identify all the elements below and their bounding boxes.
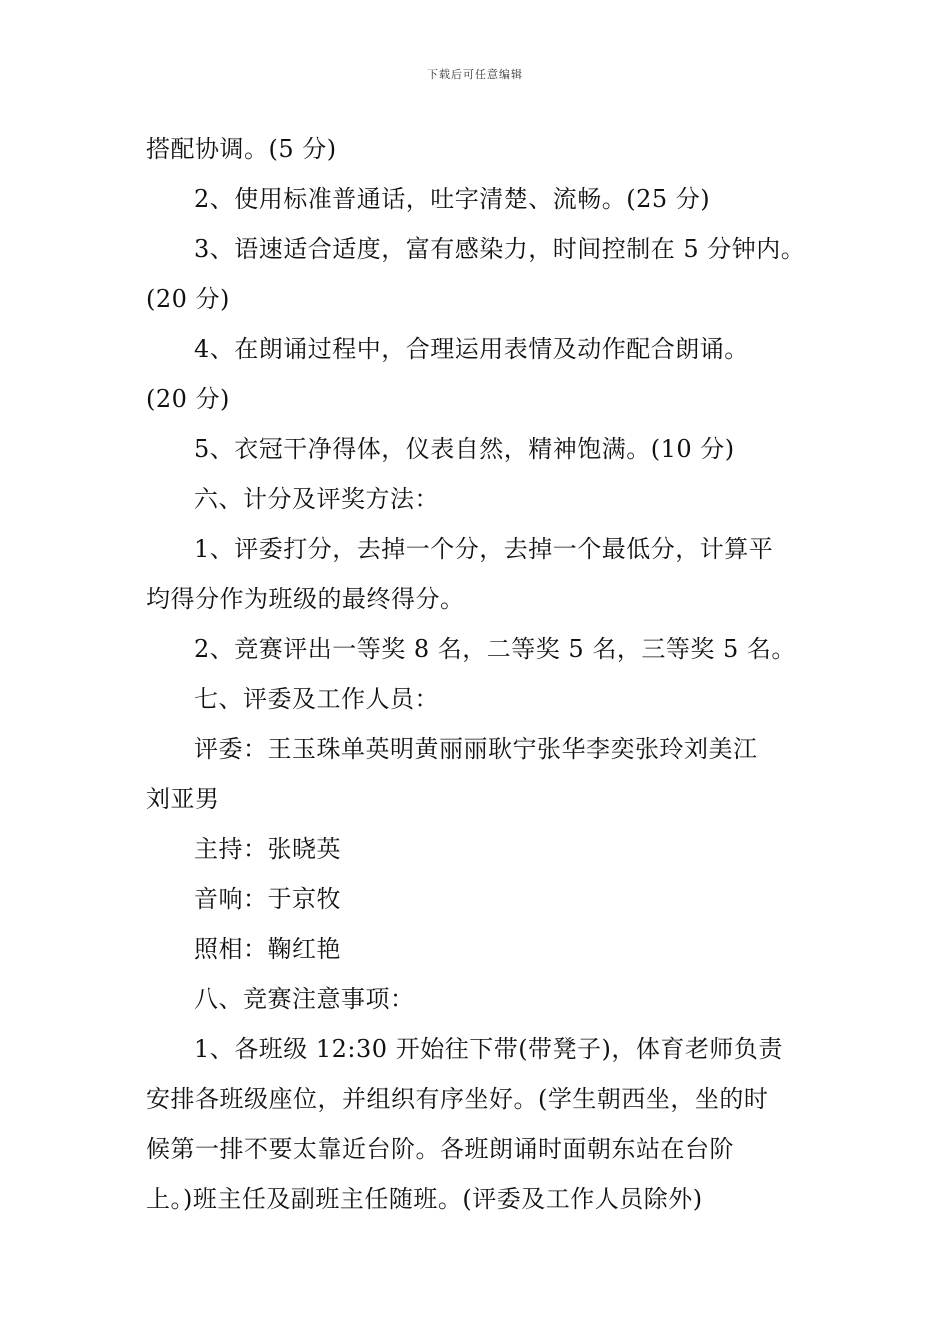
text-line: 4、在朗诵过程中，合理运用表情及动作配合朗诵。 [194, 335, 749, 363]
text-line: 照相：鞠红艳 [194, 935, 341, 963]
text-line: 2、竞赛评出一等奖 8 名，二等奖 5 名，三等奖 5 名。 [194, 635, 796, 663]
text-line: 2、使用标准普通话，吐字清楚、流畅。(25 分) [194, 185, 711, 213]
page-header-note: 下载后可任意编辑 [427, 68, 523, 81]
section-heading: 六、计分及评奖方法： [194, 485, 439, 513]
text-line: 音响：于京牧 [194, 885, 341, 913]
text-line: 安排各班级座位，并组织有序坐好。(学生朝西坐，坐的时 [146, 1085, 769, 1113]
text-line: 5、衣冠干净得体，仪表自然，精神饱满。(10 分) [194, 435, 735, 463]
text-line: 3、语速适合适度，富有感染力，时间控制在 5 分钟内。 [194, 235, 806, 263]
text-line: 上。)班主任及副班主任随班。(评委及工作人员除外) [146, 1185, 703, 1213]
text-line: 搭配协调。(5 分) [146, 135, 337, 163]
text-line: 评委：王玉珠单英明黄丽丽耿宁张华李奕张玲刘美江 [194, 735, 758, 763]
section-heading: 七、评委及工作人员： [194, 685, 439, 713]
document-body [146, 124, 810, 1224]
text-line: 候第一排不要太靠近台阶。各班朗诵时面朝东站在台阶 [146, 1135, 734, 1163]
text-line: (20 分) [146, 385, 230, 413]
section-heading: 八、竞赛注意事项： [194, 985, 415, 1013]
text-line: 主持：张晓英 [194, 835, 341, 863]
text-line: 均得分作为班级的最终得分。 [146, 585, 465, 613]
text-line: (20 分) [146, 285, 230, 313]
text-line: 1、评委打分，去掉一个分，去掉一个最低分，计算平 [194, 535, 774, 563]
text-line: 1、各班级 12:30 开始往下带(带凳子)，体育老师负责 [194, 1035, 783, 1063]
text-line: 刘亚男 [146, 785, 220, 813]
